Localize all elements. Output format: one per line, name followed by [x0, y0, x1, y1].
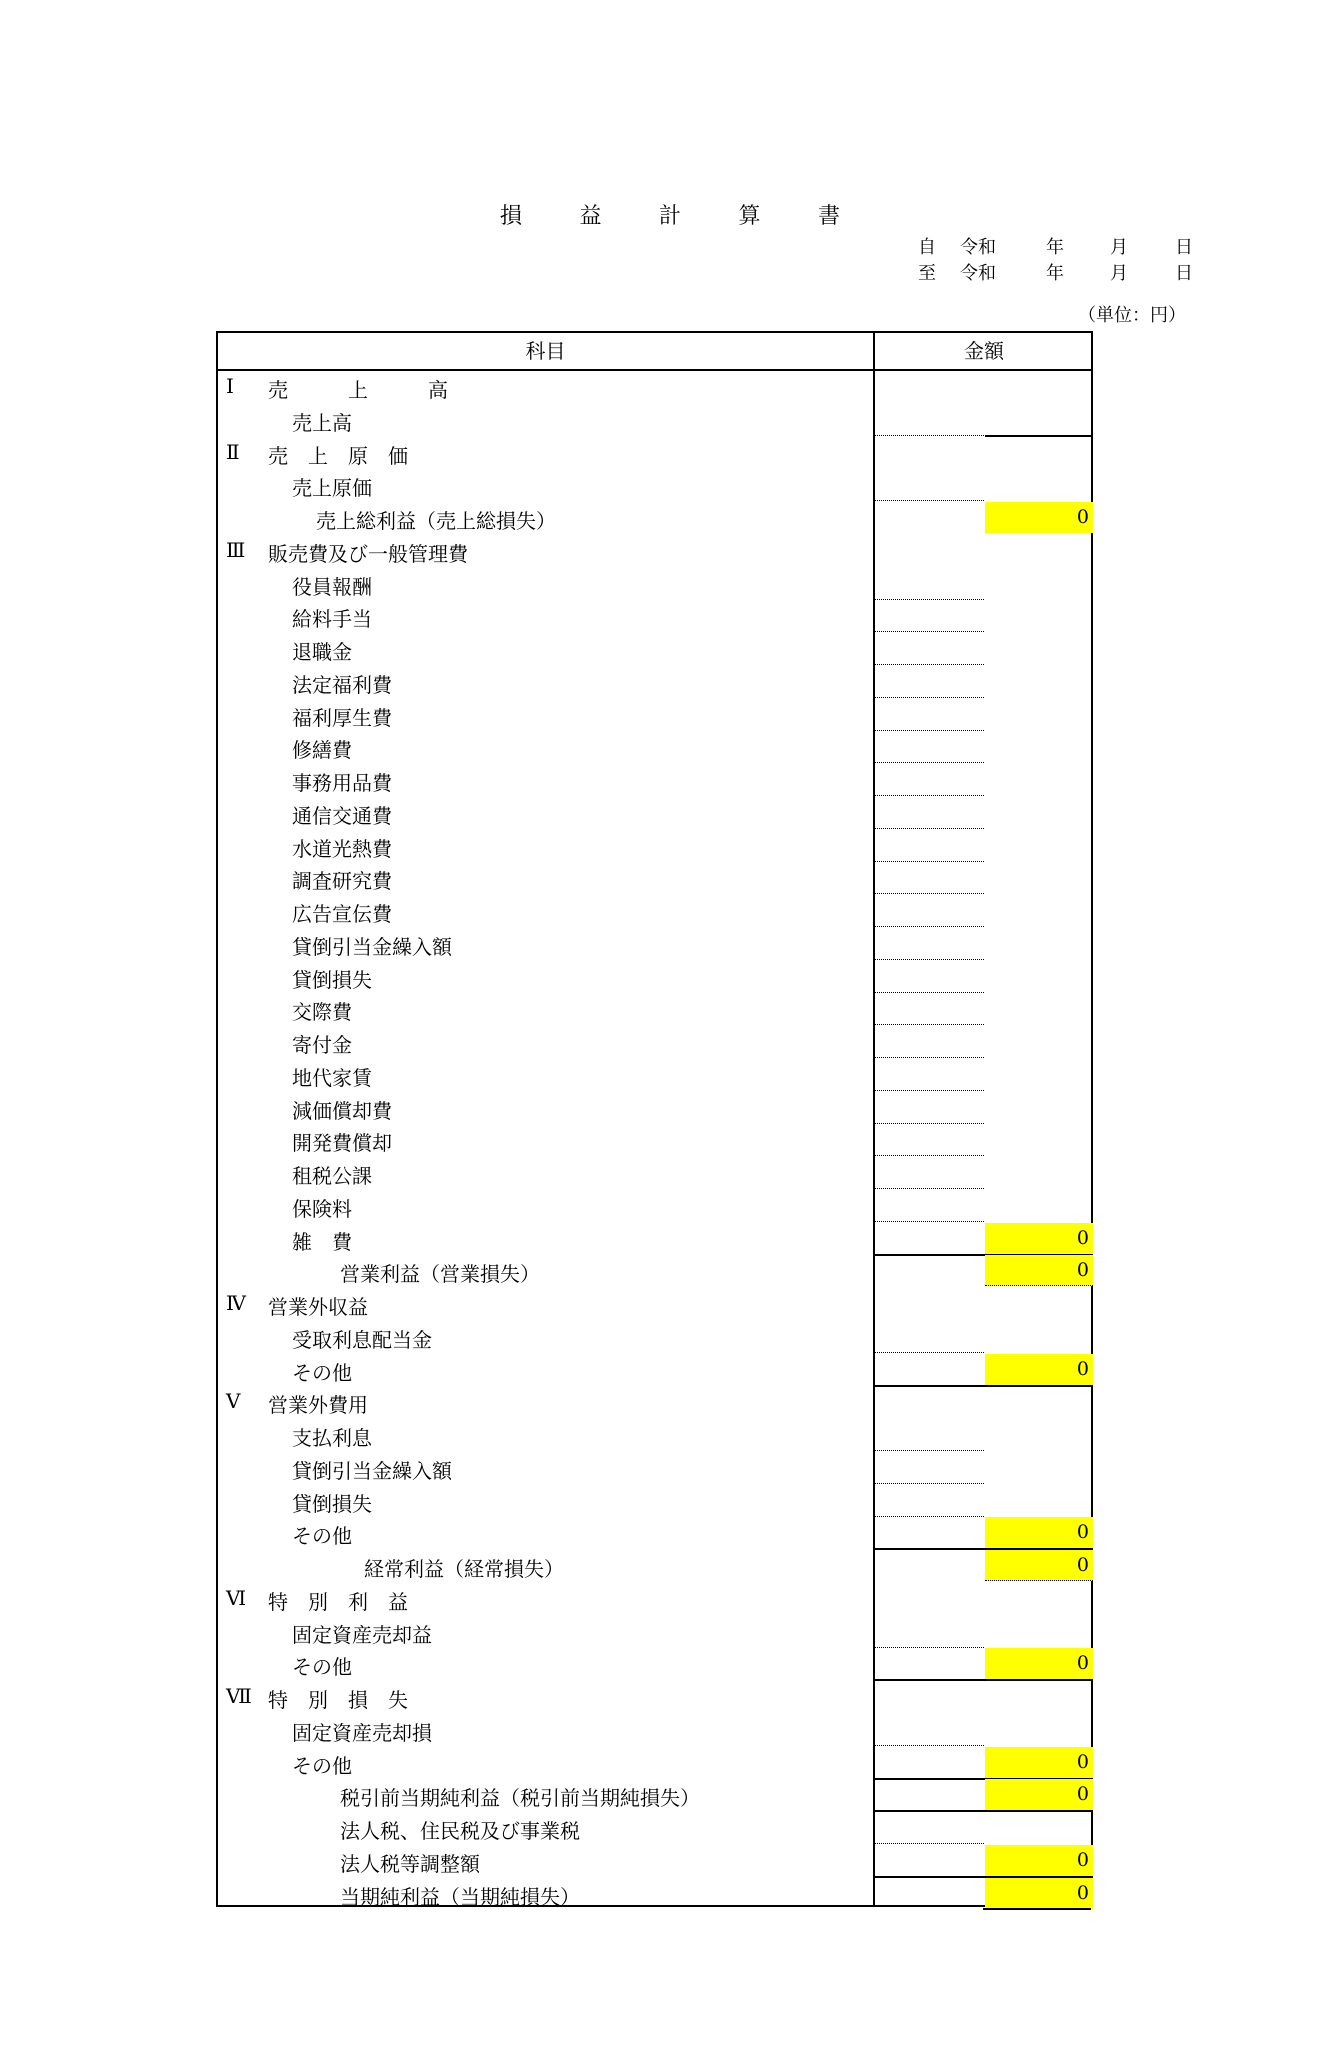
section-number: Ⅲ	[226, 537, 246, 562]
amount-cell: 0	[985, 1648, 1093, 1679]
amount-cell: 0	[985, 502, 1093, 533]
table-row	[218, 730, 1091, 763]
table-row	[218, 1156, 1091, 1189]
table-row	[218, 992, 1091, 1025]
unit-label: （単位：円）	[1078, 305, 1186, 326]
section-number: Ⅶ	[226, 1684, 252, 1708]
section-number: Ⅵ	[226, 1585, 247, 1610]
row-label: その他	[292, 1753, 352, 1778]
row-label: 貸倒損失	[292, 967, 372, 992]
period-to-label: 至	[918, 263, 936, 284]
row-label: 法人税等調整額	[340, 1851, 480, 1876]
row-label: 売 上 高	[268, 378, 448, 402]
row-label: 通信交通費	[292, 803, 392, 828]
table-row	[218, 927, 1091, 960]
header-item: 科目	[525, 339, 566, 363]
table-row	[218, 1123, 1091, 1156]
table-row	[218, 1189, 1091, 1222]
table-row	[218, 370, 1091, 403]
table-row	[218, 1058, 1091, 1091]
title-char: 書	[817, 203, 840, 229]
table-row	[218, 894, 1091, 927]
period-from-era: 令和	[960, 237, 996, 258]
row-label: 販売費及び一般管理費	[268, 541, 468, 566]
table-row	[218, 1549, 1091, 1582]
document-title	[500, 197, 840, 231]
row-label: 特 別 損 失	[268, 1688, 408, 1712]
row-label: 貸倒引当金繰入額	[292, 934, 452, 959]
row-label: 給料手当	[292, 607, 372, 632]
period-from-month: 月	[1110, 237, 1128, 258]
table-row	[218, 829, 1091, 862]
row-label: 営業外収益	[268, 1295, 368, 1319]
section-number: Ⅰ	[226, 374, 234, 398]
row-label: 法人税、住民税及び事業税	[340, 1819, 580, 1843]
row-label: 支払利息	[292, 1426, 372, 1450]
amount-cell: 0	[985, 1550, 1093, 1581]
row-label: 交際費	[292, 1000, 352, 1025]
table-row	[218, 1254, 1091, 1287]
title-char: 計	[658, 203, 681, 229]
row-label: 水道光熱費	[292, 836, 392, 861]
period-from-day: 日	[1175, 237, 1193, 258]
row-label: 事務用品費	[292, 771, 392, 795]
title-char: 算	[738, 203, 761, 229]
table-row	[218, 1615, 1091, 1648]
table-row	[218, 1222, 1091, 1255]
row-label: 当期純利益（当期純損失）	[340, 1884, 580, 1909]
row-label: 広告宣伝費	[292, 902, 392, 926]
amount-cell: 0	[985, 1354, 1093, 1385]
amount-cell: 0	[985, 1779, 1093, 1810]
row-label: 売上高	[292, 410, 352, 435]
income-statement-table	[216, 331, 1093, 1907]
row-label: その他	[292, 1655, 352, 1680]
row-label: 雑 費	[292, 1229, 352, 1254]
table-row	[218, 1582, 1091, 1615]
table-row	[218, 632, 1091, 665]
table-row	[218, 698, 1091, 731]
table-row	[218, 1451, 1091, 1484]
period-to-era: 令和	[960, 263, 996, 284]
header-amount: 金額	[964, 339, 1004, 363]
row-label: 売 上 原 価	[268, 443, 408, 468]
period-from-label: 自	[918, 237, 936, 258]
section-number: Ⅴ	[226, 1389, 241, 1414]
row-label: 租税公課	[292, 1164, 372, 1188]
row-label: 特 別 利 益	[268, 1589, 408, 1614]
table-row	[218, 1320, 1091, 1353]
amount-cell: 0	[985, 1747, 1093, 1778]
row-label: 地代家賃	[292, 1065, 372, 1090]
row-label: 役員報酬	[292, 574, 372, 599]
row-label: 減価償却費	[292, 1098, 392, 1123]
row-label: 調査研究費	[292, 869, 392, 894]
row-label: 寄付金	[292, 1033, 352, 1057]
period-from	[918, 233, 1196, 257]
table-row	[218, 403, 1091, 436]
row-label: 営業外費用	[268, 1393, 368, 1418]
table-row	[218, 534, 1091, 567]
table-row	[218, 960, 1091, 993]
period-to-month: 月	[1110, 263, 1128, 284]
table-row	[218, 1516, 1091, 1549]
title-char: 損	[500, 203, 523, 229]
period-to	[918, 259, 1196, 283]
row-label: 売上総利益（売上総損失）	[316, 509, 556, 533]
table-row	[218, 1385, 1091, 1418]
table-row	[218, 1418, 1091, 1451]
row-label: その他	[292, 1360, 352, 1385]
row-label: 経常利益（経常損失）	[364, 1557, 564, 1581]
amount-cell: 0	[985, 1223, 1093, 1254]
amount-cell: 0	[985, 1878, 1093, 1909]
final-underline	[983, 1908, 1091, 1910]
amount-cell: 0	[985, 1845, 1093, 1876]
table-row	[218, 1647, 1091, 1680]
row-label: 固定資産売却益	[292, 1622, 432, 1647]
table-row	[218, 599, 1091, 632]
table-row	[218, 468, 1091, 501]
table-row	[218, 665, 1091, 698]
table-row	[218, 1680, 1091, 1713]
table-row	[218, 501, 1091, 534]
row-label: 固定資産売却損	[292, 1720, 432, 1745]
row-label: 貸倒損失	[292, 1491, 372, 1516]
amount-cell: 0	[985, 1255, 1093, 1286]
period-to-year: 年	[1046, 263, 1064, 284]
row-label: 福利厚生費	[292, 705, 392, 730]
period-to-day: 日	[1175, 263, 1193, 284]
table-row	[218, 1287, 1091, 1320]
table-row	[218, 861, 1091, 894]
row-label: 開発費償却	[292, 1131, 392, 1156]
table-row	[218, 1778, 1091, 1811]
row-label: 税引前当期純利益（税引前当期純損失）	[340, 1786, 700, 1811]
table-row	[218, 1025, 1091, 1058]
table-row	[218, 1811, 1091, 1844]
amount-cell: 0	[985, 1517, 1093, 1548]
table-row	[218, 1484, 1091, 1517]
row-label: 法定福利費	[292, 672, 392, 697]
row-label: 営業利益（営業損失）	[340, 1262, 540, 1287]
table-row	[218, 1877, 1091, 1910]
section-number: Ⅱ	[226, 439, 240, 464]
title-char: 益	[579, 203, 602, 229]
row-label: 受取利息配当金	[292, 1327, 432, 1352]
row-label: 保険料	[292, 1196, 352, 1221]
table-row	[218, 1746, 1091, 1779]
table-row	[218, 1091, 1091, 1124]
row-label: その他	[292, 1524, 352, 1549]
table-row	[218, 1713, 1091, 1746]
row-label: 売上原価	[292, 476, 372, 501]
row-label: 退職金	[292, 640, 352, 664]
table-row	[218, 763, 1091, 796]
table-row	[218, 567, 1091, 600]
table-row	[218, 1844, 1091, 1877]
table-row	[218, 1353, 1091, 1386]
row-label: 修繕費	[292, 738, 352, 763]
section-number: Ⅳ	[226, 1291, 246, 1315]
period-from-year: 年	[1046, 237, 1064, 258]
row-label: 貸倒引当金繰入額	[292, 1458, 452, 1483]
table-row	[218, 436, 1091, 469]
table-row	[218, 796, 1091, 829]
